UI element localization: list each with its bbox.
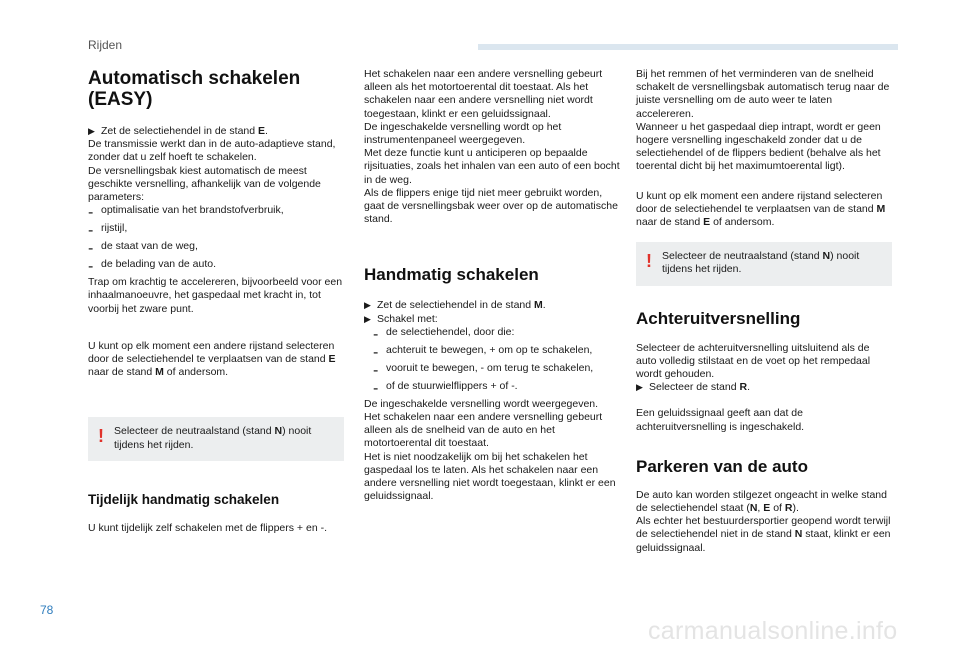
- warning-icon: !: [646, 251, 652, 272]
- warning-box: ! Selecteer de neutraalstand (stand N) nooit tijdens het rijden.: [88, 417, 344, 460]
- heading-automatic-shifting: Automatisch schakelen (EASY): [88, 68, 301, 110]
- heading-temporary-manual: Tijdelijk handmatig schakelen: [88, 491, 280, 507]
- list-item: - optimalisatie van het brandstofverbruik,: [88, 204, 284, 222]
- braking-text: Bij het remmen of het verminderen van de snelheid schakelt de versnellingsbak automatisch terug naar de juiste versnelling om de auto weer te laten accelereren. Wanneer u het gaspedaal diep intrapt, wordt er geen hogere versnelling ingeschakeld zonder dat u de selectiehendel of de flippers bedient (behalve als het toerental dicht bij het maximumtoerental ligt).: [636, 68, 890, 173]
- list-item: - vooruit te bewegen, - om terug te schakelen,: [373, 361, 594, 379]
- list-item: - de belading van de auto.: [88, 258, 217, 276]
- reverse-signal-text: Een geluidssignaal geeft aan dat de achteruitversnelling is ingeschakeld.: [636, 407, 805, 433]
- bullet-icon: ▶: [364, 313, 371, 324]
- temporary-manual-text: U kunt tijdelijk zelf schakelen met de flippers + en -.: [88, 521, 327, 534]
- watermark: carmanualsonline.info: [648, 617, 898, 645]
- auto-intro-text: De transmissie werkt dan in de auto-adaptieve stand, zonder dat u zelf hoeft te schakelen. De versnellingsbak kiest automatisch de meest geschikte versnelling, afhankelijk van de volgende parameters:: [88, 138, 336, 204]
- bullet-icon: ▶: [364, 300, 371, 311]
- switch-mode-text: U kunt op elk moment een andere rijstand selecteren door de selectiehendel te verplaatsen van de stand M naar de stand E of andersom.: [636, 189, 886, 229]
- manual-outro-text: De ingeschakelde versnelling wordt weergegeven. Het schakelen naar een andere versnelling gebeurt alleen als de snelheid van de auto en het motortoerental dit toestaat. Het is niet noodzakelijk om bij het schakelen het gaspedaal los te laten. Als het schakelen naar een andere versnelling niet wordt toegestaan, klinkt er een geluidssignaal.: [364, 397, 616, 503]
- list-item: - achteruit te bewegen, + om op te schakelen,: [373, 343, 593, 361]
- parking-text: De auto kan worden stilgezet ongeacht in welke stand de selectiehendel staat (N, E of R). Als echter het bestuurdersportier geopend wordt terwijl de selectiehendel niet in de stand N staat, klinkt er een geluidssignaal.: [636, 488, 891, 554]
- page-number: 78: [40, 603, 54, 617]
- step-select-m: ▶ Zet de selectiehendel in de stand M.: [364, 299, 546, 312]
- bullet-icon: ▶: [88, 126, 95, 136]
- heading-reverse-gear: Achteruitversnelling: [636, 308, 801, 328]
- heading-manual-shifting: Handmatig schakelen: [364, 265, 539, 285]
- bullet-icon: ▶: [636, 382, 643, 393]
- header-bar: [478, 44, 898, 50]
- kickdown-text: Trap om krachtig te accelereren, bijvoorbeeld voor een inhaalmanoeuvre, het gaspedaal met kracht in, tot voorbij het zware punt.: [88, 276, 343, 315]
- step-select-e: ▶ Zet de selectiehendel in de stand E.: [88, 125, 268, 137]
- section-title: Rijden: [88, 38, 123, 52]
- column-1: [88, 64, 344, 535]
- warning-icon: !: [98, 426, 104, 447]
- heading-parking: Parkeren van de auto: [636, 456, 808, 476]
- parameter-list: [88, 204, 344, 276]
- step-shift-with: ▶ Schakel met:: [364, 312, 438, 325]
- list-item: - de selectiehendel, door die:: [373, 325, 515, 343]
- list-item: - de staat van de weg,: [88, 240, 198, 258]
- switch-mode-text: U kunt op elk moment een andere rijstand selecteren door de selectiehendel te verplaatsen van de stand E naar de stand M of andersom.: [88, 339, 336, 379]
- column-3: [636, 64, 892, 555]
- list-item: - rijstijl,: [88, 222, 128, 240]
- column-2: [364, 64, 620, 503]
- step-select-r: ▶ Selecteer de stand R.: [636, 381, 750, 394]
- list-item: - of de stuurwielflippers + of -.: [373, 379, 518, 397]
- warning-box: ! Selecteer de neutraalstand (stand N) nooit tijdens het rijden.: [636, 242, 892, 285]
- reverse-text: Selecteer de achteruitversnelling uitsluitend als de auto volledig stilstaat en de voet op het rempedaal wordt gehouden.: [636, 341, 871, 381]
- flipper-intro-text: Het schakelen naar een andere versnelling gebeurt alleen als het motortoerental dit toestaat. Als het schakelen naar een andere versnelling niet wordt toegestaan, klinkt er een geluidssignaal. De ingeschakelde versnelling wordt op het instrumentenpaneel weergegeven. Met deze functie kunt u anticiperen op bepaalde rijsituaties, zoals het inhalen van een auto of een bocht in de weg. Als de flippers enige tijd niet meer gebruikt worden, gaat de versnellingsbak weer over op de automatische stand.: [364, 68, 620, 226]
